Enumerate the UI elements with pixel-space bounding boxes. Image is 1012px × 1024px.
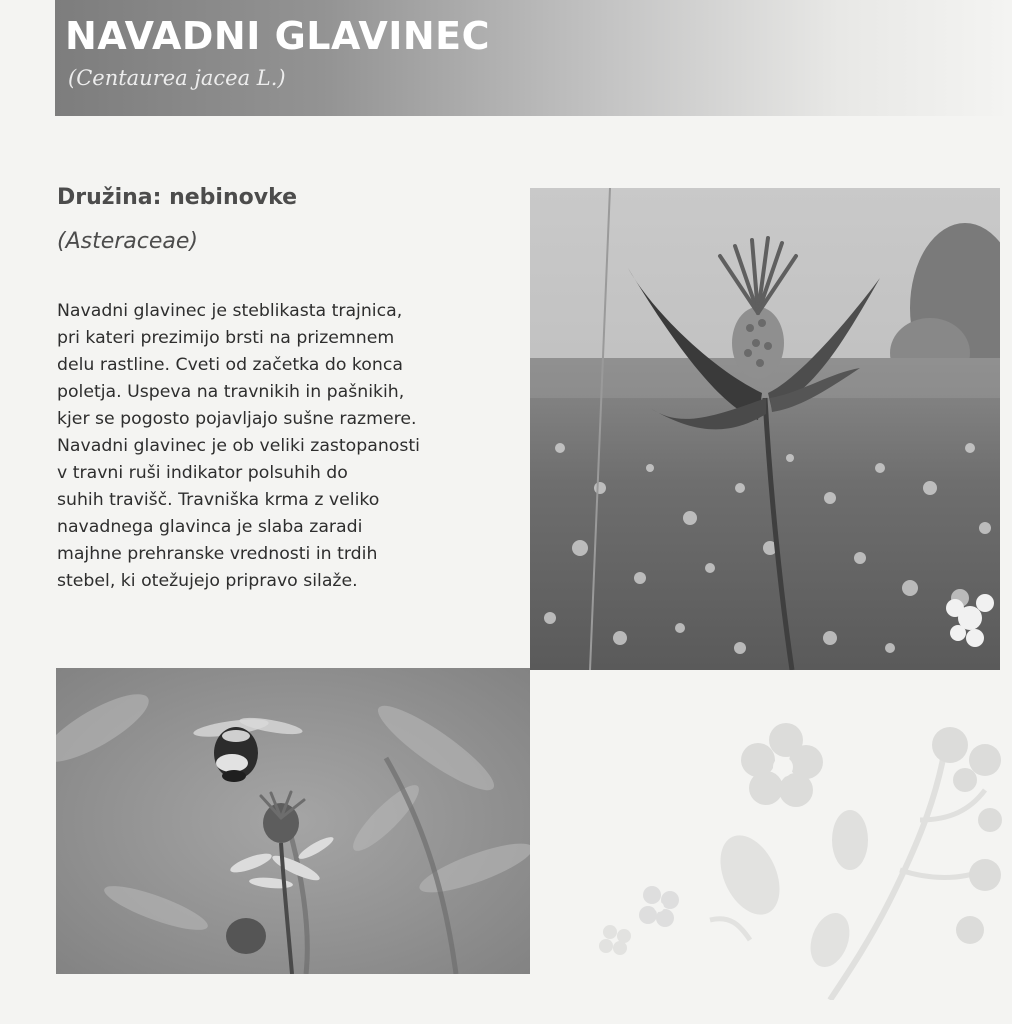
latin-name: (Centaurea jacea L.) (68, 66, 286, 90)
floral-decoration-shapes (590, 700, 1010, 1000)
description-line: v travni ruši indikator polsuhih do (57, 463, 348, 483)
description-paragraph (57, 298, 527, 595)
flower-photo (530, 188, 1000, 670)
family-latin-name: (Asteraceae) (57, 229, 199, 254)
family-heading: Družina: nebinovke (57, 185, 298, 210)
floral-decoration-icon (590, 700, 1010, 1000)
description-line: suhih travišč. Travniška krma z veliko (57, 490, 380, 510)
description-line: stebel, ki otežujejo pripravo silaže. (57, 571, 358, 591)
flower-photo-illustration (530, 188, 1000, 670)
bee-photo-illustration (56, 668, 530, 974)
description-line: poletja. Uspeva na travnikih in pašnikih, (57, 382, 405, 402)
description-line: pri kateri prezimijo brsti na prizemnem (57, 328, 395, 348)
description-line: Navadni glavinec je ob veliki zastopanosti (57, 436, 420, 456)
description-line: kjer se pogosto pojavljajo sušne razmere. (57, 409, 417, 429)
description-line: navadnega glavinca je slaba zaradi (57, 517, 363, 537)
description-line: Navadni glavinec je steblikasta trajnica, (57, 301, 403, 321)
page-title: NAVADNI GLAVINEC (65, 14, 491, 58)
description-line: delu rastline. Cveti od začetka do konca (57, 355, 403, 375)
description-line: majhne prehranske vrednosti in trdih (57, 544, 378, 564)
bee-photo (56, 668, 530, 974)
